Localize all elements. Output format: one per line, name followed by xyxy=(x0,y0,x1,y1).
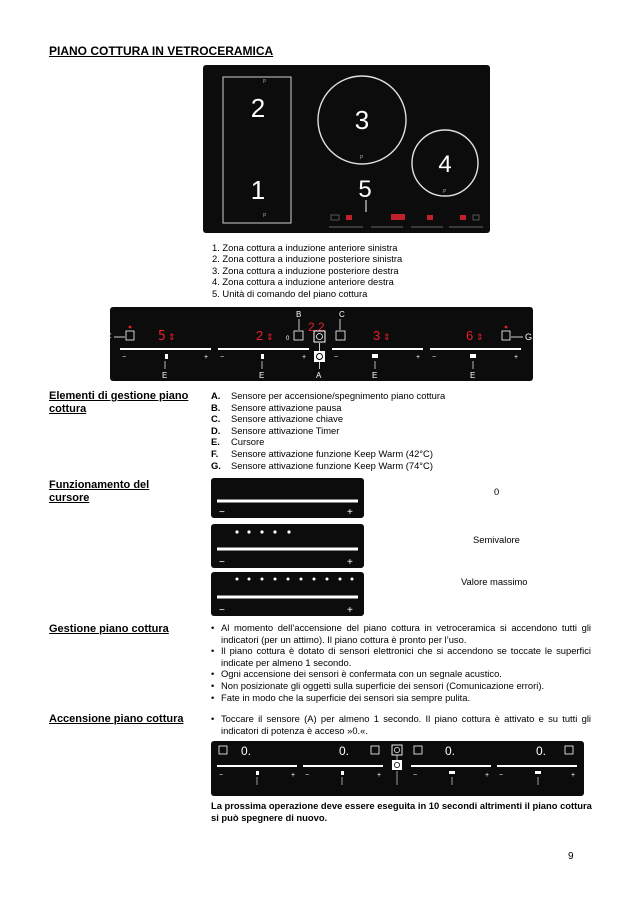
bullet-item: • Fate in modo che la superficie dei sensori sia sempre pulita. xyxy=(211,692,591,704)
svg-text:⇕: ⇕ xyxy=(266,332,274,342)
zones-list-item: 3. Zona cottura a induzione posteriore destra xyxy=(212,264,399,276)
power-sensor-icon xyxy=(392,745,402,755)
bullet-item: • Non posizionate gli oggetti sulla superficie dei sensori (Comunicazione errori). xyxy=(211,680,591,692)
zone-label-3: 3 xyxy=(354,105,370,135)
callout-e-4: E xyxy=(470,371,476,380)
keep-warm-74-icon xyxy=(502,331,510,340)
callout-c: C xyxy=(339,310,345,319)
pause-icon xyxy=(294,331,303,340)
zones-list-item: 5. Unità di comando del piano cottura xyxy=(212,287,368,299)
page-title: PIANO COTTURA IN VETROCERAMICA xyxy=(49,44,274,58)
elements-list-item: C. Sensore attivazione chiave xyxy=(211,413,344,425)
svg-text:+: + xyxy=(485,772,490,779)
zones-list-item: 2. Zona cottura a induzione posteriore sinistra xyxy=(212,253,403,265)
svg-text:+: + xyxy=(291,772,296,779)
p-mark-1: P xyxy=(263,79,267,85)
p-mark-3: P xyxy=(360,155,364,161)
elements-list-item: D. Sensore attivazione Timer xyxy=(211,424,340,436)
svg-text:+: + xyxy=(416,354,421,361)
svg-text:−: − xyxy=(413,772,418,779)
svg-text:−: − xyxy=(334,354,339,361)
callout-e-1: E xyxy=(162,371,168,380)
display-zone-3: 3 xyxy=(373,328,381,343)
zone-label-2: 2 xyxy=(250,93,266,123)
slider-state-max xyxy=(211,572,364,616)
svg-text:−: − xyxy=(432,354,437,361)
callout-a: A xyxy=(316,371,322,380)
note-text: La prossima operazione deve essere eseguita in 10 secondi altrimenti il piano cottura si può spegnere di nuovo. xyxy=(211,800,592,823)
svg-text:⇕: ⇕ xyxy=(168,332,176,342)
hob-top-view xyxy=(203,65,490,233)
svg-text:+: + xyxy=(571,772,576,779)
svg-text:−: − xyxy=(219,772,224,779)
display-on-4: 0. xyxy=(536,744,547,758)
svg-text:⇕: ⇕ xyxy=(383,332,391,342)
zones-list-item: 1. Zona cottura a induzione anteriore sinistra xyxy=(212,242,398,253)
display-zone-2: 2 xyxy=(256,328,264,343)
elements-list-item: F. Sensore attivazione funzione Keep Warm (42°C) xyxy=(211,447,433,459)
bullet-item: • Il piano cottura è dotato di sensori elettronici che si accendono se toccate le superfici indicate per almeno 1 secondo. xyxy=(211,645,591,668)
display-on-2: 0. xyxy=(339,744,350,758)
elements-list-item: G. Sensore attivazione funzione Keep Warm (74°C) xyxy=(211,459,433,471)
section-label-cursore: Funzionamento del cursore xyxy=(49,479,150,504)
section-label-accensione: Accensione piano cottura xyxy=(49,713,184,725)
display-timer: 2.2 xyxy=(308,320,325,334)
svg-text:+: + xyxy=(514,354,519,361)
bullet-item: • Al momento dell’accensione del piano cottura in vetroceramica si accendono tutti gli indicatori (per un attimo). Il piano cottura è pronto per l’uso. xyxy=(211,622,591,645)
zone-label-1: 1 xyxy=(250,175,266,205)
bullet-item: • Ogni accensione dei sensori è confermata con un segnale acustico. xyxy=(211,668,591,680)
display-zone-1: 5 xyxy=(158,329,166,344)
control-panel-diagram xyxy=(106,307,533,381)
display-on-1: 0. xyxy=(241,744,252,758)
slider-state-label: 0 xyxy=(494,486,500,497)
svg-text:+: + xyxy=(204,354,209,361)
elements-list xyxy=(211,390,445,471)
zone-label-4: 4 xyxy=(438,151,452,178)
zones-list-item: 4. Zona cottura a induzione anteriore destra xyxy=(212,276,394,288)
keep-warm-42-icon xyxy=(126,331,134,340)
callout-e-2: E xyxy=(259,371,265,380)
svg-text:+: + xyxy=(377,772,382,779)
mini-control-strip xyxy=(329,214,483,227)
accensione-bullets xyxy=(211,713,591,736)
svg-text:+: + xyxy=(302,354,307,361)
svg-text:−: − xyxy=(305,772,310,779)
section-label-elementi: Elementi di gestione piano cottura xyxy=(49,390,189,415)
p-mark-2: P xyxy=(263,213,267,219)
slider-minus: − xyxy=(219,557,225,568)
svg-text:−: − xyxy=(499,772,504,779)
slider-state-0 xyxy=(211,478,364,518)
zone-label-5: 5 xyxy=(358,176,372,203)
slider-minus: − xyxy=(219,605,225,616)
slider-state-label: Semivalore xyxy=(473,534,520,545)
p-mark-4: P xyxy=(443,189,447,195)
page-number: 9 xyxy=(568,851,574,862)
slider-state-label: Valore massimo xyxy=(461,576,528,587)
svg-text:0: 0 xyxy=(286,336,290,342)
section-label-gestione: Gestione piano cottura xyxy=(49,623,169,635)
slider-state-half xyxy=(211,524,364,568)
slider-plus: + xyxy=(347,557,353,568)
callout-f: F xyxy=(106,332,112,342)
svg-text:−: − xyxy=(220,354,225,361)
elements-list-item: A. Sensore per accensione/spegnimento piano cottura xyxy=(211,390,446,401)
display-on-3: 0. xyxy=(445,744,456,758)
key-lock-icon xyxy=(336,331,345,340)
slider-plus: + xyxy=(347,507,353,518)
hob-diagram xyxy=(203,65,490,233)
gestione-bullets xyxy=(211,622,591,703)
zones-list xyxy=(212,242,402,299)
slider-plus: + xyxy=(347,605,353,616)
control-panel-on xyxy=(211,741,584,796)
slider-minus: − xyxy=(219,507,225,518)
callout-b: B xyxy=(296,310,302,319)
callout-e-3: E xyxy=(372,371,378,380)
control-panel xyxy=(106,307,533,381)
svg-text:⇕: ⇕ xyxy=(476,332,484,342)
display-zone-4: 6 xyxy=(466,328,474,343)
elements-list-item: B. Sensore attivazione pausa xyxy=(211,401,342,413)
callout-g: G xyxy=(525,332,533,342)
bullet-item: • Toccare il sensore (A) per almeno 1 secondo. Il piano cottura è attivato e su tutti gli indicatori di potenza è acceso »0.«. xyxy=(211,713,591,736)
elements-list-item: E. Cursore xyxy=(211,436,265,448)
svg-text:−: − xyxy=(122,354,127,361)
